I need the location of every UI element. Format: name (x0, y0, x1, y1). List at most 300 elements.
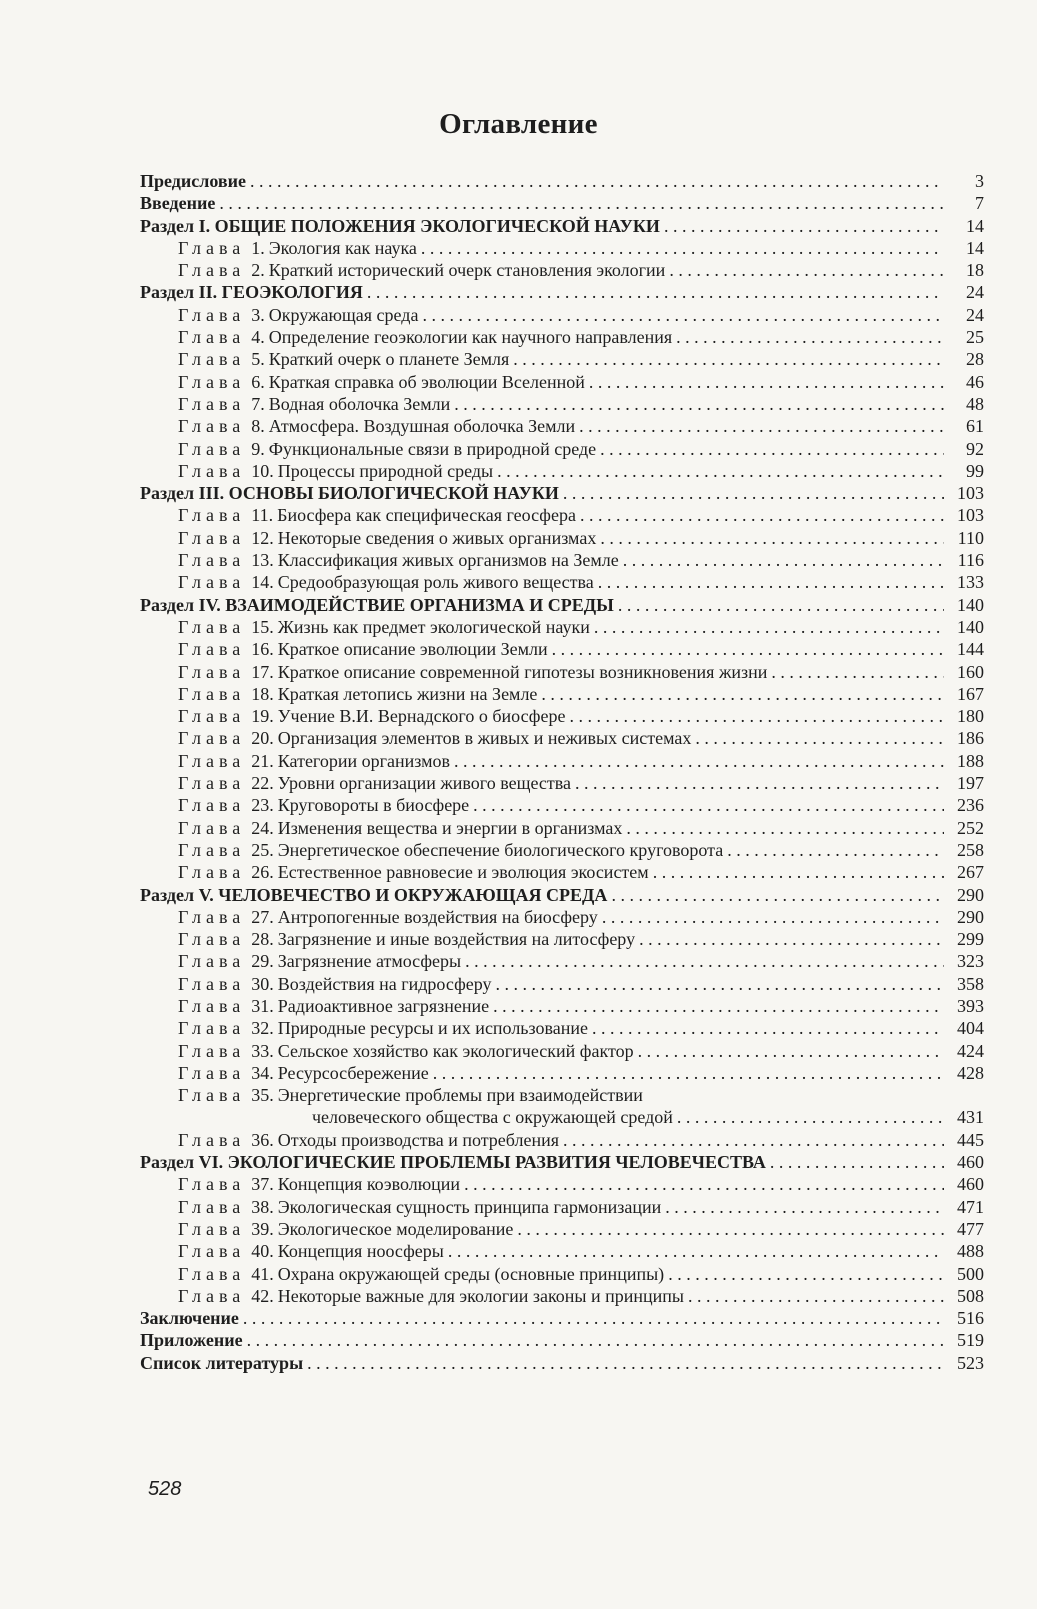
chapter-number: 27. (251, 906, 274, 927)
entry-page: 519 (957, 1330, 984, 1351)
chapter-number: 6. (251, 371, 265, 392)
toc-chapter (140, 794, 984, 816)
dot-leader (623, 549, 944, 571)
entry-title: Процессы природной среды (277, 460, 494, 481)
toc-chapter (140, 1196, 984, 1218)
entry-page: 116 (957, 550, 984, 571)
chapter-number: 18. (251, 683, 274, 704)
dot-leader (665, 1196, 944, 1218)
entry-page: 252 (957, 817, 984, 838)
chapter-prefix: Глава (178, 995, 246, 1016)
toc-section (140, 1151, 984, 1173)
entry-page: 28 (966, 349, 984, 370)
chapter-prefix: Глава (178, 661, 246, 682)
dot-leader (367, 281, 944, 303)
entry-page: 197 (957, 773, 984, 794)
toc-chapter (140, 616, 984, 638)
entry-title: Энергетическое обеспечение биологического круговорота (277, 839, 724, 860)
entry-page: 404 (957, 1018, 984, 1039)
entry-page: 7 (975, 193, 984, 214)
entry-title: Функциональные связи в природной среде (268, 438, 597, 459)
entry-title: Определение геоэкологии как научного направления (268, 327, 673, 348)
dot-leader (552, 638, 944, 660)
dot-leader (592, 1017, 944, 1039)
dot-leader (626, 817, 944, 839)
entry-title: Атмосфера. Воздушная оболочка Земли (268, 416, 576, 437)
chapter-number: 28. (251, 929, 274, 950)
toc-entry (140, 170, 984, 192)
chapter-number: 31. (251, 995, 274, 1016)
chapter-number: 30. (251, 973, 274, 994)
toc-chapter (140, 304, 984, 326)
page-number: 528 (148, 1478, 182, 1500)
entry-title: Краткая справка об эволюции Вселенной (268, 371, 585, 392)
chapter-prefix: Глава (178, 304, 246, 325)
chapter-prefix: Глава (178, 862, 246, 883)
chapter-prefix: Глава (178, 951, 246, 972)
dot-leader (433, 1062, 944, 1084)
chapter-number: 36. (251, 1129, 274, 1150)
entry-page: 25 (966, 327, 984, 348)
chapter-prefix: Глава (178, 728, 246, 749)
entry-title: Круговороты в биосфере (277, 795, 470, 816)
toc-section (140, 482, 984, 504)
entry-page: 103 (957, 505, 984, 526)
chapter-line-2 (178, 1106, 984, 1128)
entry-title: Раздел V. ЧЕЛОВЕЧЕСТВО И ОКРУЖАЮЩАЯ СРЕДА (140, 884, 608, 905)
toc-section (140, 594, 984, 616)
toc-chapter (140, 995, 984, 1017)
dot-leader (695, 727, 944, 749)
toc-chapter (140, 438, 984, 460)
dot-leader (454, 750, 944, 772)
entry-page: 103 (957, 483, 984, 504)
chapter-number: 33. (251, 1040, 274, 1061)
entry-page: 523 (957, 1352, 984, 1373)
toc-chapter (140, 259, 984, 281)
entry-page: 258 (957, 839, 984, 860)
entry-page: 144 (957, 639, 984, 660)
chapter-number: 42. (251, 1285, 274, 1306)
entry-title: Некоторые сведения о живых организмах (277, 527, 597, 548)
entry-title: Краткое описание эволюции Земли (277, 639, 548, 660)
entry-page: 460 (957, 1152, 984, 1173)
chapter-prefix: Глава (178, 839, 246, 860)
chapter-number: 26. (251, 862, 274, 883)
chapter-prefix: Глава (178, 1285, 246, 1306)
entry-page: 508 (957, 1285, 984, 1306)
chapter-prefix: Глава (178, 1263, 246, 1284)
entry-title: Сельское хозяйство как экологический фактор (277, 1040, 634, 1061)
entry-page: 180 (957, 706, 984, 727)
entry-page: 188 (957, 750, 984, 771)
entry-page: 167 (957, 683, 984, 704)
chapter-number: 2. (251, 260, 265, 281)
chapter-prefix: Глава (178, 973, 246, 994)
chapter-number: 4. (251, 327, 265, 348)
entry-title: Естественное равновесие и эволюция экосистем (277, 862, 649, 883)
entry-title: Энергетические проблемы при взаимодействии (277, 1085, 643, 1106)
toc-chapter (140, 750, 984, 772)
dot-leader (770, 1151, 944, 1173)
toc-chapter (140, 1017, 984, 1039)
entry-page: 477 (957, 1218, 984, 1239)
dot-leader (668, 1263, 944, 1285)
dot-leader (638, 1040, 944, 1062)
entry-page: 358 (957, 973, 984, 994)
chapter-prefix: Глава (178, 237, 246, 258)
entry-title: Загрязнение атмосферы (277, 951, 462, 972)
chapter-number: 14. (251, 572, 274, 593)
dot-leader (464, 1173, 944, 1195)
entry-title: Классификация живых организмов на Земле (277, 550, 619, 571)
chapter-prefix: Глава (178, 438, 246, 459)
chapter-prefix: Глава (178, 773, 246, 794)
chapter-prefix: Глава (178, 393, 246, 414)
toc-chapter (140, 1062, 984, 1084)
chapter-prefix: Глава (178, 1018, 246, 1039)
dot-leader (569, 705, 944, 727)
toc-chapter (140, 638, 984, 660)
entry-title: Изменения вещества и энергии в организмах (277, 817, 623, 838)
dot-leader (448, 1240, 944, 1262)
dot-leader (473, 794, 944, 816)
chapter-prefix: Глава (178, 1040, 246, 1061)
entry-title: Антропогенные воздействия на биосферу (277, 906, 598, 927)
entry-title: Воздействия на гидросферу (277, 973, 492, 994)
entry-title: Список литературы (140, 1352, 304, 1373)
dot-leader (465, 950, 944, 972)
chapter-number: 8. (251, 416, 265, 437)
chapter-number: 35. (251, 1085, 274, 1106)
chapter-number: 9. (251, 438, 265, 459)
chapter-number: 3. (251, 304, 265, 325)
entry-title: Водная оболочка Земли (268, 393, 451, 414)
entry-page: 18 (966, 260, 984, 281)
toc-chapter (140, 1084, 984, 1129)
toc-chapter (140, 817, 984, 839)
dot-leader (618, 594, 944, 616)
toc-chapter (140, 326, 984, 348)
chapter-prefix: Глава (178, 527, 246, 548)
chapter-number: 17. (251, 661, 274, 682)
dot-leader (513, 348, 944, 370)
entry-page: 14 (966, 215, 984, 236)
toc-chapter (140, 1218, 984, 1240)
entry-title: Краткое описание современной гипотезы возникновения жизни (277, 661, 768, 682)
toc-chapter (140, 1129, 984, 1151)
entry-title: Раздел I. ОБЩИЕ ПОЛОЖЕНИЯ ЭКОЛОГИЧЕСКОЙ НАУКИ (140, 215, 660, 236)
toc-chapter (140, 393, 984, 415)
chapter-number: 40. (251, 1241, 274, 1262)
dot-leader (497, 460, 944, 482)
dot-leader (454, 393, 944, 415)
chapter-number: 22. (251, 773, 274, 794)
entry-page: 431 (957, 1107, 984, 1128)
entry-title: Экологическое моделирование (277, 1218, 514, 1239)
dot-leader (493, 995, 944, 1017)
chapter-prefix: Глава (178, 327, 246, 348)
toc-entry (140, 1352, 984, 1374)
entry-page: 92 (966, 438, 984, 459)
chapter-number: 23. (251, 795, 274, 816)
toc-chapter (140, 661, 984, 683)
entry-page: 488 (957, 1241, 984, 1262)
chapter-prefix: Глава (178, 460, 246, 481)
dot-leader (219, 192, 944, 214)
dot-leader (575, 772, 944, 794)
toc-chapter (140, 772, 984, 794)
dot-leader (563, 482, 944, 504)
toc-chapter (140, 348, 984, 370)
entry-page: 14 (966, 237, 984, 258)
entry-title: Заключение (140, 1308, 239, 1329)
chapter-number: 24. (251, 817, 274, 838)
chapter-number: 1. (251, 237, 265, 258)
toc-chapter (140, 1285, 984, 1307)
entry-page: 133 (957, 572, 984, 593)
entry-title: Краткий очерк о планете Земля (268, 349, 510, 370)
toc-chapter (140, 705, 984, 727)
toc-chapter (140, 571, 984, 593)
toc-chapter (140, 928, 984, 950)
dot-leader (580, 504, 944, 526)
dot-leader (653, 861, 944, 883)
entry-page: 24 (966, 282, 984, 303)
entry-title: Ресурсосбережение (277, 1062, 429, 1083)
chapter-prefix: Глава (178, 906, 246, 927)
entry-title: Учение В.И. Вернадского о биосфере (277, 706, 566, 727)
chapter-prefix: Глава (178, 572, 246, 593)
chapter-prefix: Глава (178, 1196, 246, 1217)
chapter-number: 41. (251, 1263, 274, 1284)
entry-page: 236 (957, 795, 984, 816)
dot-leader (496, 973, 945, 995)
dot-leader (676, 326, 944, 348)
entry-page: 3 (975, 171, 984, 191)
toc-section (140, 215, 984, 237)
chapter-number: 21. (251, 750, 274, 771)
table-of-contents (140, 170, 984, 1374)
chapter-prefix: Глава (178, 416, 246, 437)
dot-leader (589, 371, 944, 393)
chapter-prefix: Глава (178, 639, 246, 660)
entry-title: Раздел III. ОСНОВЫ БИОЛОГИЧЕСКОЙ НАУКИ (140, 483, 559, 504)
toc-chapter (140, 1240, 984, 1262)
chapter-number: 12. (251, 527, 274, 548)
entry-title: Раздел IV. ВЗАИМОДЕЙСТВИЕ ОРГАНИЗМА И СРЕДЫ (140, 594, 614, 615)
chapter-number: 11. (251, 505, 274, 526)
chapter-number: 25. (251, 839, 274, 860)
chapter-number: 32. (251, 1018, 274, 1039)
toc-chapter (140, 237, 984, 259)
chapter-prefix: Глава (178, 1218, 246, 1239)
entry-title: Раздел II. ГЕОЭКОЛОГИЯ (140, 282, 363, 303)
entry-title: Некоторые важные для экологии законы и принципы (277, 1285, 685, 1306)
dot-leader (250, 170, 944, 192)
chapter-prefix: Глава (178, 817, 246, 838)
toc-section (140, 281, 984, 303)
chapter-number: 29. (251, 951, 274, 972)
chapter-line-1 (178, 1084, 984, 1106)
entry-title: Загрязнение и иные воздействия на литосферу (277, 929, 636, 950)
entry-title: Окружающая среда (268, 304, 419, 325)
entry-page: 299 (957, 929, 984, 950)
toc-chapter (140, 1040, 984, 1062)
chapter-prefix: Глава (178, 1062, 246, 1083)
chapter-number: 37. (251, 1174, 274, 1195)
chapter-number: 13. (251, 550, 274, 571)
dot-leader (307, 1352, 944, 1374)
chapter-prefix: Глава (178, 1129, 246, 1150)
entry-title: Экологическая сущность принципа гармонизации (277, 1196, 662, 1217)
dot-leader (541, 683, 944, 705)
toc-entry (140, 1329, 984, 1351)
toc-chapter (140, 906, 984, 928)
dot-leader (677, 1106, 944, 1128)
entry-title: Охрана окружающей среды (основные принципы) (277, 1263, 665, 1284)
entry-title: Приложение (140, 1330, 243, 1351)
chapter-number: 20. (251, 728, 274, 749)
dot-leader (563, 1129, 944, 1151)
dot-leader (243, 1307, 944, 1329)
entry-title: Введение (140, 193, 216, 214)
entry-title: Концепция ноосферы (277, 1241, 444, 1262)
dot-leader (727, 839, 944, 861)
page-title: Оглавление (439, 108, 598, 140)
entry-title: Средообразующая роль живого вещества (277, 572, 594, 593)
entry-page: 516 (957, 1308, 984, 1329)
entry-page: 46 (966, 371, 984, 392)
entry-page: 48 (966, 393, 984, 414)
entry-page: 428 (957, 1062, 984, 1083)
entry-page: 140 (957, 616, 984, 637)
entry-title: Краткий исторический очерк становления экологии (268, 260, 666, 281)
chapter-number: 38. (251, 1196, 274, 1217)
toc-chapter (140, 727, 984, 749)
entry-page: 323 (957, 951, 984, 972)
dot-leader (594, 616, 944, 638)
dot-leader (611, 884, 944, 906)
entry-page: 424 (957, 1040, 984, 1061)
chapter-number: 10. (251, 460, 274, 481)
toc-chapter (140, 460, 984, 482)
toc-chapter (140, 683, 984, 705)
entry-page: 267 (957, 862, 984, 883)
entry-page: 445 (957, 1129, 984, 1150)
dot-leader (517, 1218, 944, 1240)
entry-title: Жизнь как предмет экологической науки (277, 616, 590, 637)
toc-entry (140, 192, 984, 214)
chapter-prefix: Глава (178, 260, 246, 281)
chapter-prefix: Глава (178, 1174, 246, 1195)
entry-title: Категории организмов (277, 750, 451, 771)
toc-chapter (140, 973, 984, 995)
toc-chapter (140, 549, 984, 571)
entry-title: Экология как наука (268, 237, 417, 258)
entry-title: Радиоактивное загрязнение (277, 995, 490, 1016)
entry-title: Природные ресурсы и их использование (277, 1018, 589, 1039)
dot-leader (669, 259, 944, 281)
entry-page: 24 (966, 304, 984, 325)
dot-leader (664, 215, 944, 237)
chapter-number: 5. (251, 349, 265, 370)
chapter-prefix: Глава (178, 683, 246, 704)
entry-title: Предисловие (140, 171, 246, 191)
entry-page: 393 (957, 995, 984, 1016)
dot-leader (422, 304, 944, 326)
entry-title: Организация элементов в живых и неживых системах (277, 728, 692, 749)
dot-leader (600, 527, 944, 549)
toc-chapter (140, 415, 984, 437)
toc-chapter (140, 839, 984, 861)
entry-page: 290 (957, 884, 984, 905)
chapter-prefix: Глава (178, 1085, 246, 1106)
entry-title: Краткая летопись жизни на Земле (277, 683, 538, 704)
entry-page: 110 (957, 527, 984, 548)
chapter-number: 39. (251, 1218, 274, 1239)
entry-page: 460 (957, 1174, 984, 1195)
toc-section (140, 884, 984, 906)
toc-chapter (140, 371, 984, 393)
toc-chapter (140, 861, 984, 883)
toc-chapter (140, 1173, 984, 1195)
dot-leader (600, 438, 944, 460)
chapter-number: 15. (251, 616, 274, 637)
chapter-prefix: Глава (178, 929, 246, 950)
chapter-number: 7. (251, 393, 265, 414)
entry-title: Отходы производства и потребления (277, 1129, 560, 1150)
entry-title: Концепция коэволюции (277, 1174, 461, 1195)
dot-leader (771, 661, 944, 683)
entry-page: 500 (957, 1263, 984, 1284)
toc-chapter (140, 1263, 984, 1285)
chapter-number: 16. (251, 639, 274, 660)
entry-title: Раздел VI. ЭКОЛОГИЧЕСКИЕ ПРОБЛЕМЫ РАЗВИТИЯ ЧЕЛОВЕЧЕСТВА (140, 1152, 766, 1173)
entry-title: Уровни организации живого вещества (277, 773, 572, 794)
dot-leader (639, 928, 944, 950)
chapter-prefix: Глава (178, 706, 246, 727)
entry-page: 471 (957, 1196, 984, 1217)
entry-page: 160 (957, 661, 984, 682)
entry-page: 140 (957, 594, 984, 615)
dot-leader (247, 1329, 944, 1351)
dot-leader (688, 1285, 944, 1307)
toc-chapter (140, 527, 984, 549)
chapter-prefix: Глава (178, 795, 246, 816)
chapter-prefix: Глава (178, 750, 246, 771)
chapter-prefix: Глава (178, 1241, 246, 1262)
entry-page: 61 (966, 416, 984, 437)
dot-leader (602, 906, 944, 928)
entry-title: Биосфера как специфическая геосфера (277, 505, 576, 526)
toc-chapter (140, 504, 984, 526)
chapter-number: 19. (251, 706, 274, 727)
chapter-prefix: Глава (178, 371, 246, 392)
entry-page: 99 (966, 460, 984, 481)
chapter-number: 34. (251, 1062, 274, 1083)
dot-leader (421, 237, 944, 259)
entry-title-continued: человеческого общества с окружающей средой (312, 1107, 673, 1128)
chapter-prefix: Глава (178, 349, 246, 370)
toc-entry (140, 1307, 984, 1329)
entry-page: 290 (957, 906, 984, 927)
toc-chapter (140, 950, 984, 972)
chapter-prefix: Глава (178, 505, 246, 526)
chapter-prefix: Глава (178, 616, 246, 637)
dot-leader (579, 415, 944, 437)
dot-leader (598, 571, 944, 593)
